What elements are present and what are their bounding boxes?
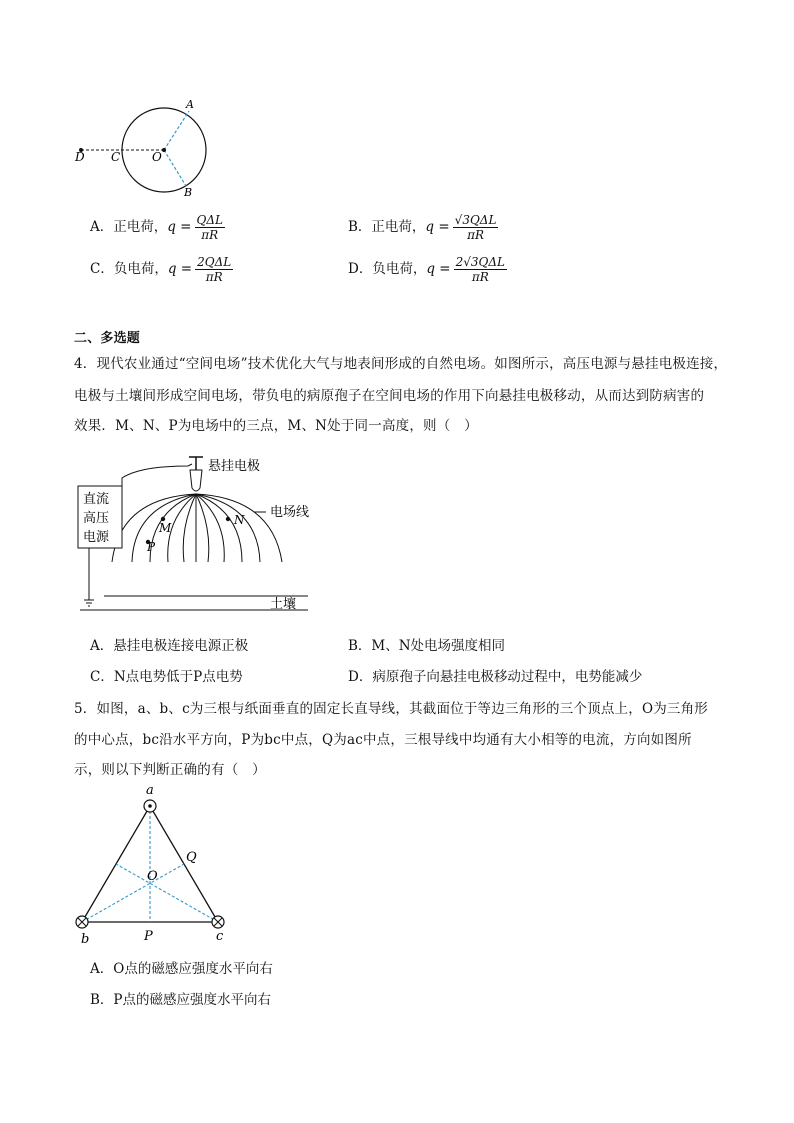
label-D: D	[75, 150, 85, 164]
electrode-label: 悬挂电极	[208, 459, 261, 474]
q4-option-a[interactable]: A．悬挂电极连接电源正极	[90, 638, 249, 654]
q4-stem-line-2: 电极与土壤间形成空间电场，带负电的病原孢子在空间电场的作用下向悬挂电极移动，从而达到防病害的	[74, 388, 705, 404]
source-label-3: 电源	[83, 530, 110, 545]
label-M: M	[159, 521, 172, 535]
line-OA	[164, 111, 189, 150]
label-B: B	[184, 186, 193, 199]
label-C: C	[111, 150, 121, 164]
source-label-1: 直流	[83, 492, 110, 507]
q3-option-a[interactable]: A．正电荷，q = $\frac{\text{QΔL}}{\pi R}$	[90, 213, 223, 242]
fraction: $\frac{\text{√3QΔL}}{\pi R}$	[454, 213, 497, 242]
source-label-2: 高压	[83, 511, 110, 526]
label-A: A	[186, 98, 194, 111]
q5-option-a[interactable]: A．O点的磁感应强度水平向右	[90, 961, 273, 977]
label-N: N	[234, 513, 245, 527]
q3-option-d[interactable]: D．负电荷，q = $\frac{\text{2√3QΔL}}{\pi R}$	[348, 255, 505, 284]
field-figure	[70, 450, 330, 620]
q4-stem-line-1: 4．现代农业通过“空间电场”技术优化大气与地表间形成的自然电场。如图所示，高压电源与悬挂电极连接，	[74, 356, 728, 372]
fraction: $\frac{\text{QΔL}}{\pi R}$	[196, 213, 223, 242]
point-N	[226, 517, 230, 521]
wire-top	[122, 464, 192, 486]
q4-stem-line-3: 效果．M、N、P为电场中的三点，M、N处于同一高度，则（ ）	[74, 418, 478, 434]
label-O: O	[152, 150, 162, 164]
q5-stem-line-1: 5．如图，a、b、c为三根与纸面垂直的固定长直导线，其截面位于等边三角形的三个顶点上，O为三角形	[74, 701, 709, 717]
point-O	[162, 148, 166, 152]
q3-option-c[interactable]: C．负电荷，q = $\frac{\text{2QΔL}}{\pi R}$	[90, 255, 232, 284]
q3-option-b[interactable]: B．正电荷，q = $\frac{\text{√3QΔL}}{\pi R}$	[348, 213, 497, 242]
q4-option-c[interactable]: C．N点电势低于P点电势	[90, 669, 243, 685]
q5-stem-line-3: 示，则以下判断正确的有（ ）	[74, 762, 266, 778]
q5-option-b[interactable]: B．P点的磁感应强度水平向右	[90, 992, 272, 1008]
field-line-label: 电场线	[270, 505, 310, 520]
fraction: $\frac{\text{2QΔL}}{\pi R}$	[197, 255, 232, 284]
label-P: P	[147, 540, 156, 554]
fraction: $\frac{\text{2√3QΔL}}{\pi R}$	[455, 255, 505, 284]
q4-option-d[interactable]: D．病原孢子向悬挂电极移动过程中，电势能减少	[348, 669, 643, 685]
line-OB	[164, 150, 186, 186]
triangle-figure	[70, 780, 240, 950]
label-c: c	[216, 929, 224, 944]
label-P: P	[144, 929, 153, 944]
electrode-head	[190, 470, 202, 491]
q4-option-b[interactable]: B．M、N处电场强度相同	[348, 638, 506, 654]
field-lines	[112, 494, 282, 562]
soil-label: 土壤	[270, 597, 297, 612]
q5-stem-line-2: 的中心点，bc沿水平方向，P为bc中点，Q为ac中点，三根导线中均通有大小相等的电流，方向如图所	[74, 732, 692, 748]
label-O: O	[147, 869, 158, 884]
label-Q: Q	[186, 850, 197, 865]
section-title: 二、多选题	[74, 331, 141, 346]
label-b: b	[81, 932, 90, 947]
circle-figure	[70, 95, 220, 200]
medians	[82, 806, 218, 922]
wire-a-dot	[148, 804, 152, 808]
label-a: a	[146, 783, 154, 798]
